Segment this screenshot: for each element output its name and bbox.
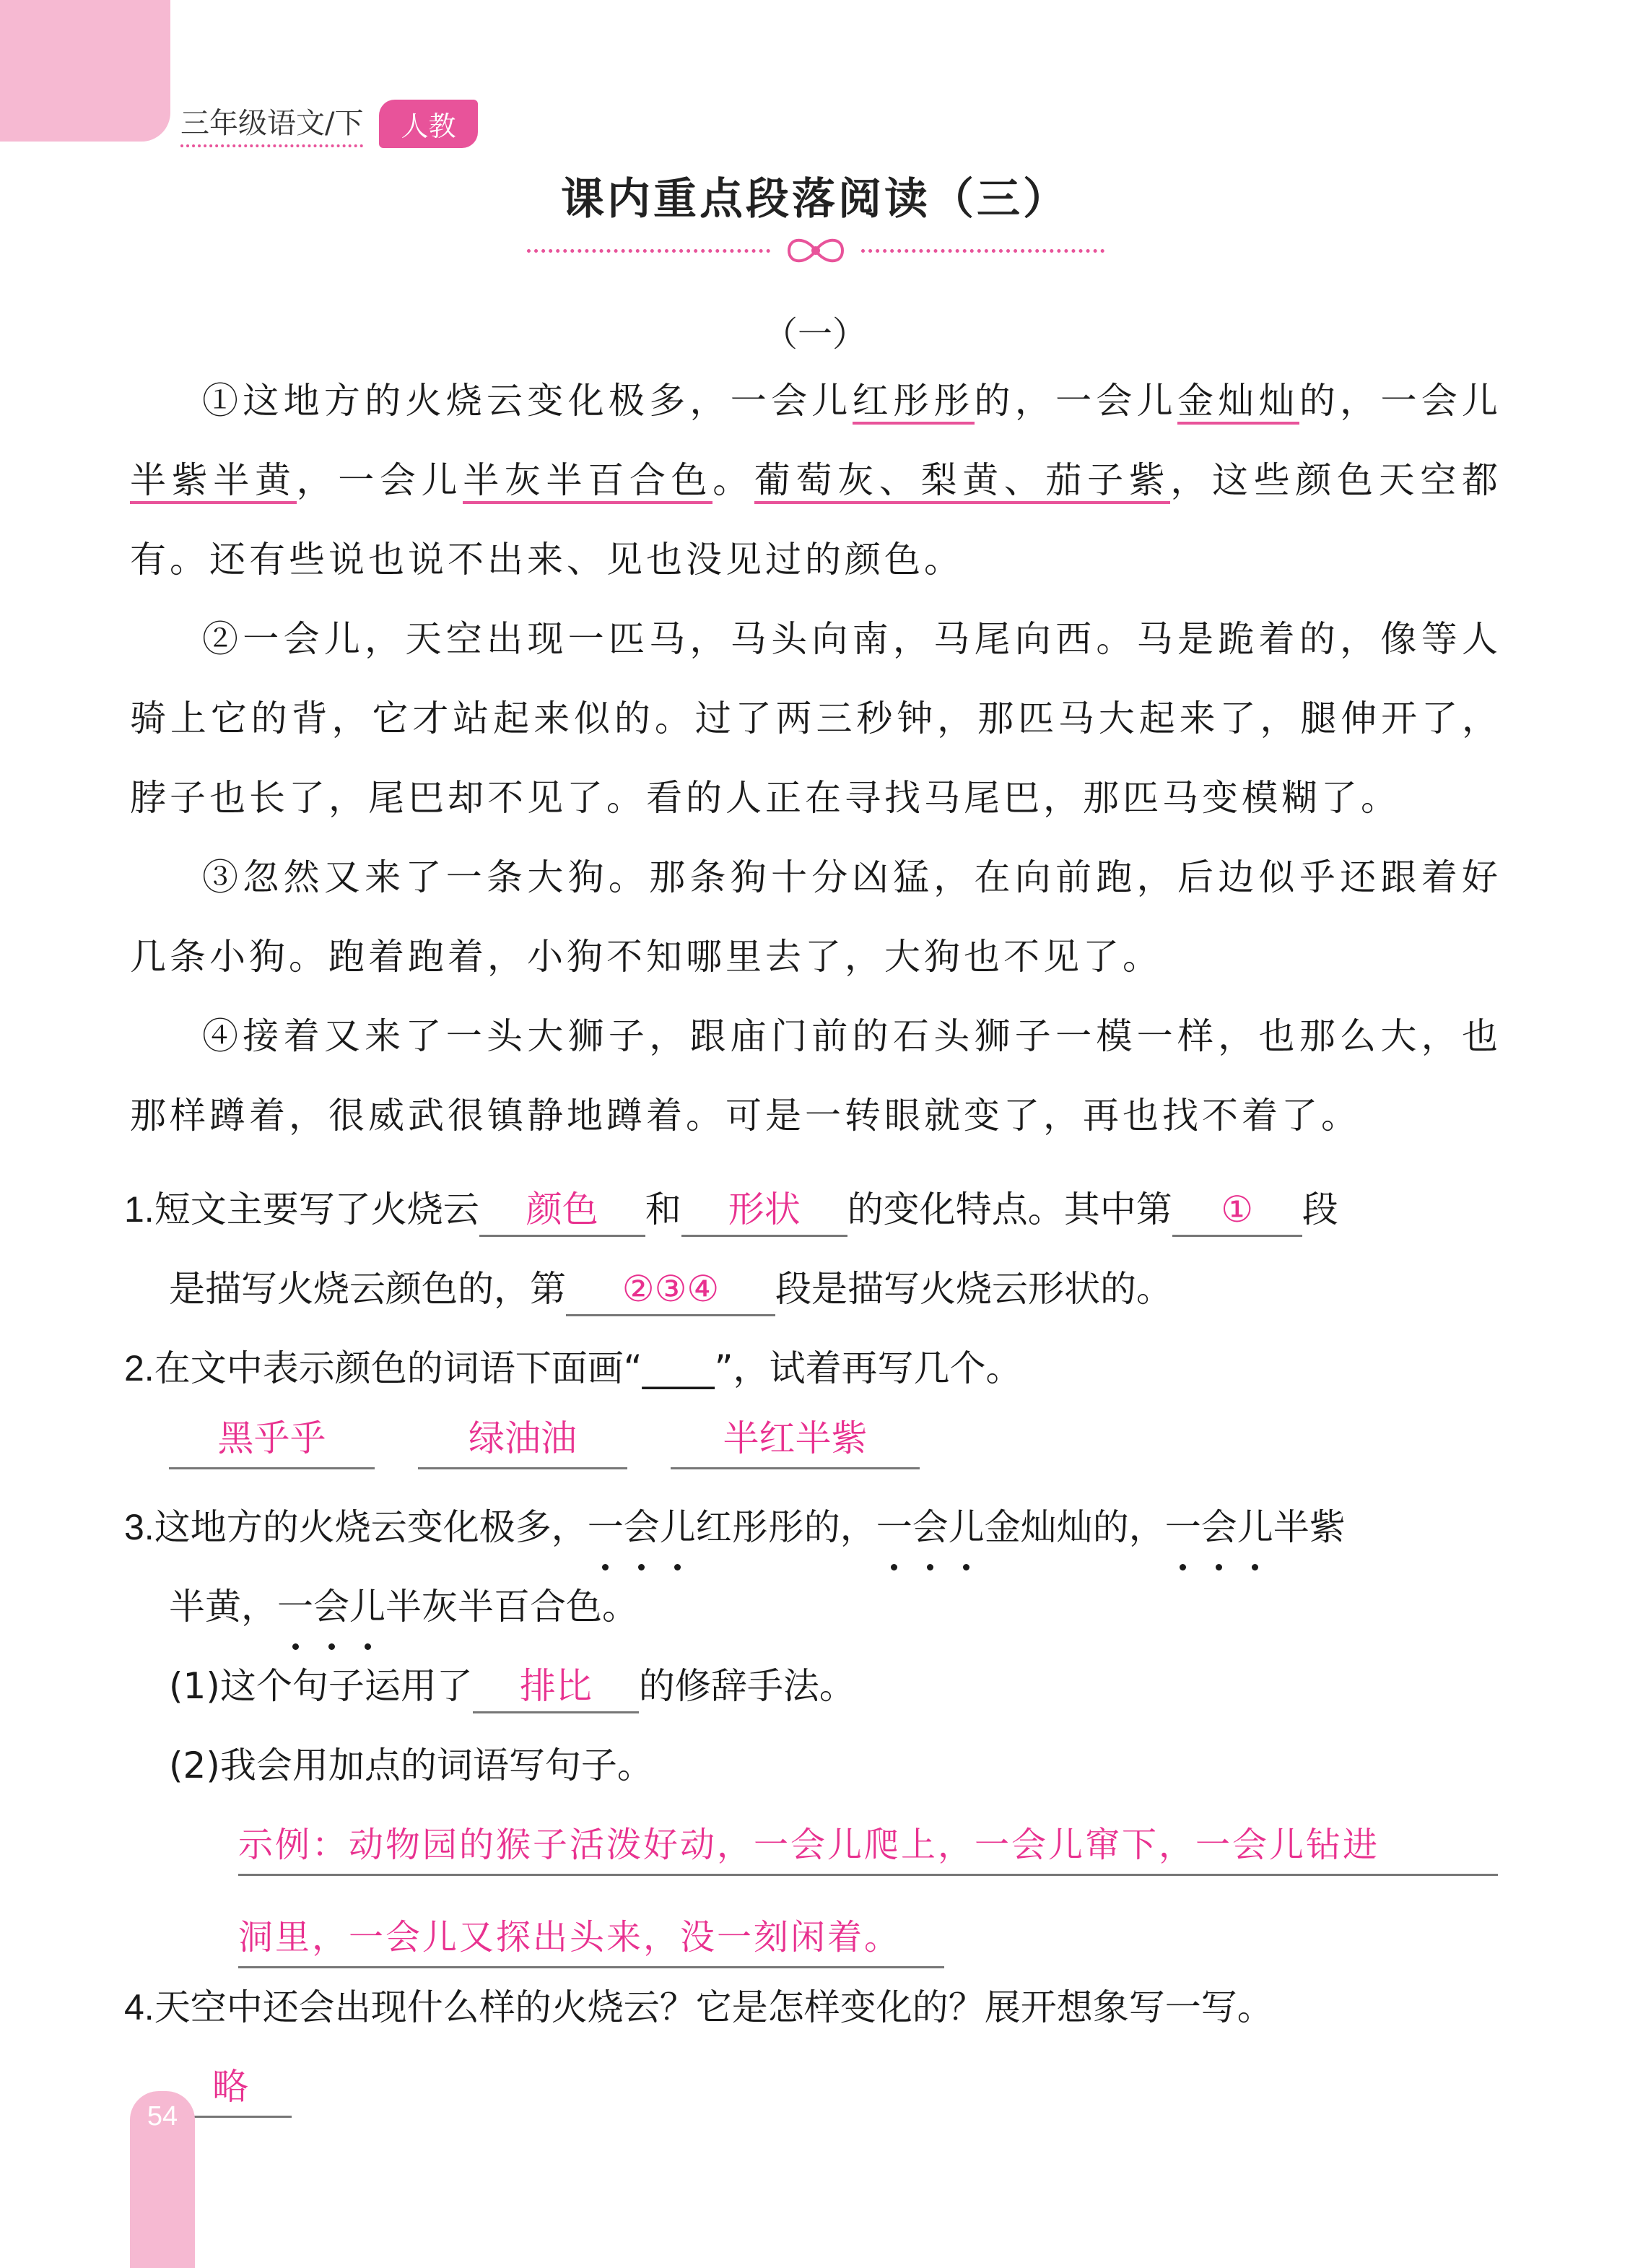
answer-line[interactable]: 略 — [169, 2058, 292, 2118]
paragraph-4: ④接着又来了一头大狮子，跟庙门前的石头狮子一模一样，也那么大，也那样蹲着，很威武很镇静地蹲着。可是一转眼就变了，再也找不着了。 — [130, 1015, 1502, 1137]
grade-subject-label: 三年级语文/下 — [180, 100, 363, 147]
answer-blank[interactable]: ②③④ — [566, 1264, 775, 1316]
section-number: （一） — [762, 314, 867, 355]
title-decoration — [527, 233, 1104, 269]
question-3: 3.这地方的火烧云变化极多，一会儿 红彤彤的，一会儿 金灿灿的，一会儿 半紫 半黄，一会儿 半灰半百合色。 (1)这个句子运用了 排比 的修辞手法。 (2)我会用加点的词语写句子。 — [124, 1487, 1510, 1805]
corner-tab — [0, 0, 170, 142]
answer-blank[interactable]: ① — [1172, 1184, 1302, 1237]
color-word-underlined: 金灿灿 — [1177, 380, 1299, 425]
bow-icon — [785, 234, 847, 267]
paragraph-2: ②一会儿，天空出现一匹马，马头向南，马尾向西。马是跪着的，像等人骑上它的背，它才站起来似的。过了两三秒钟，那匹马大起来了，腿伸开了，脖子也长了，尾巴却不见了。看的人正在寻找马尾巴，那匹马变模糊了。 — [130, 618, 1502, 819]
dotted-word: 一会儿 — [1165, 1487, 1273, 1567]
answer-blank[interactable]: 形状 — [681, 1184, 847, 1237]
dotted-word: 一会儿 — [588, 1487, 696, 1567]
answer-line[interactable]: 黑乎乎 — [169, 1409, 375, 1469]
dotted-rule-left — [527, 249, 770, 253]
paragraph-3: ③忽然又来了一条大狗。那条狗十分凶猛，在向前跑，后边似乎还跟着好几条小狗。跑着跑着，小狗不知哪里去了，大狗也不见了。 — [130, 856, 1502, 978]
color-word-underlined: 半紫半黄 — [130, 459, 297, 504]
answer-blank[interactable]: 颜色 — [479, 1184, 645, 1237]
question-1: 1.短文主要写了火烧云 颜色 和 形状 的变化特点。其中第 ① 段 是描写火烧云颜色的，第 ②③④ 段是描写火烧云形状的。 — [124, 1170, 1510, 1329]
reading-passage — [130, 361, 1502, 1155]
dotted-rule-right — [861, 249, 1104, 253]
dotted-word: 一会儿 — [277, 1567, 385, 1646]
answer-line[interactable]: 半红半紫 — [671, 1409, 920, 1469]
question-4: 4.天空中还会出现什么样的火烧云？它是怎样变化的？展开想象写一写。 略 — [124, 1968, 1510, 2126]
color-word-underlined: 葡萄灰、梨黄、茄子紫 — [754, 459, 1171, 504]
answer-line[interactable]: 绿油油 — [418, 1409, 627, 1469]
paragraph-1: ①这地方的火烧云变化极多，一会儿红彤彤的，一会儿金灿灿的，一会儿半紫半黄，一会儿半灰半百合色。葡萄灰、梨黄、茄子紫，这些颜色天空都有。还有些说也说不出来、见也没见过的颜色。 — [130, 380, 1502, 581]
example-answer[interactable]: 示例：动物园的猴子活泼好动，一会儿爬上，一会儿窜下，一会儿钻进 洞里，一会儿又探出头来，没一刻闲着。 — [238, 1816, 1498, 1977]
page-header — [180, 101, 478, 146]
color-word-underlined: 半灰半百合色 — [463, 459, 712, 504]
dotted-word: 一会儿 — [876, 1487, 985, 1567]
color-word-underlined: 红彤彤 — [853, 380, 975, 425]
question-2: 2.在文中表示颜色的词语下面画“____”，试着再写几个。 黑乎乎 绿油油 半红半紫 — [124, 1329, 1510, 1469]
edition-badge: 人教 — [379, 100, 477, 148]
answer-blank[interactable]: 排比 — [473, 1661, 639, 1713]
page-number: 54 — [147, 2101, 178, 2132]
page-title: 课内重点段落阅读（三） — [561, 174, 1069, 225]
